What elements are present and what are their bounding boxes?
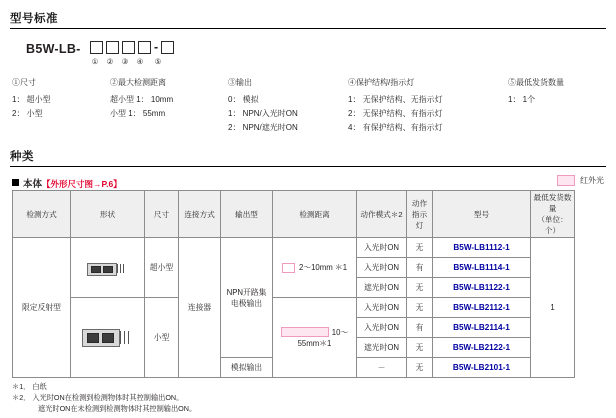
legend-size-row-2: 2： 小型 [12, 109, 43, 118]
infrared-legend [557, 175, 604, 186]
section-divider-1 [10, 28, 606, 29]
model-box-3 [122, 41, 135, 54]
legend-protection-row-3: 4： 有保护结构、有指示灯 [348, 123, 443, 132]
square-bullet-icon [12, 179, 19, 186]
cell-indicator-5: 有 [407, 318, 433, 338]
legend-distance-row-2: 小型 1： 55mm [110, 109, 166, 118]
cell-output-digital: NPN开路集电极输出 [221, 238, 273, 358]
header-shape: 形状 [71, 191, 145, 238]
header-connection: 连接方式 [179, 191, 221, 238]
circle-marker-2: ② [106, 57, 114, 66]
footnote-2: ＊2． 入光时ON在检测到检测物体时其控制输出ON。 [12, 393, 184, 402]
header-min-qty-line2: （单位：个） [537, 215, 568, 235]
cell-model-7: B5W-LB2101-1 [433, 358, 531, 378]
model-code-boxes [90, 41, 174, 54]
model-box-5 [161, 41, 174, 54]
circle-marker-4: ④ [136, 57, 144, 66]
product-spec-table [12, 190, 575, 378]
cell-model-6: B5W-LB2122-1 [433, 338, 531, 358]
legend-output-row-1: 0： 模拟 [228, 95, 259, 104]
cell-indicator-3: 无 [407, 278, 433, 298]
cell-min-qty: 1 [531, 238, 575, 378]
table-row [13, 238, 575, 258]
model-code-circle-markers [89, 57, 167, 66]
legend-col-size [12, 76, 51, 121]
circle-marker-5: ⑤ [154, 57, 162, 66]
section-title-types: 种类 [10, 151, 34, 163]
model-code-legend [0, 76, 616, 132]
header-min-qty-line1: 最低发货数量 [533, 193, 572, 213]
legend-col-min-qty [508, 76, 564, 107]
legend-output-row-2: 1： NPN/入光时ON [228, 109, 298, 118]
table-header-row [13, 191, 575, 238]
cell-model-3: B5W-LB1122-1 [433, 278, 531, 298]
cell-mode-2: 入光时ON [357, 258, 407, 278]
circle-marker-1: ① [91, 57, 99, 66]
header-model: 型号 [433, 191, 531, 238]
cell-shape-mini [71, 298, 145, 378]
cell-shape-small [71, 238, 145, 298]
circle-marker-3: ③ [121, 57, 129, 66]
cell-model-4: B5W-LB2112-1 [433, 298, 531, 318]
header-operation-mode: 动作模式＊2 [357, 191, 407, 238]
distance-small-text: 2～10mm ＊1 [298, 263, 348, 272]
legend-col-max-distance [110, 76, 173, 121]
cell-indicator-1: 无 [407, 238, 433, 258]
header-indicator-line2: 指示灯 [411, 209, 428, 230]
distance-large-text: 10～55mm＊1 [297, 327, 349, 348]
legend-output-row-3: 2： NPN/遮光时ON [228, 123, 298, 132]
sensor-drawing-small [73, 239, 142, 296]
distance-swatch-small-icon [282, 263, 295, 273]
cell-model-5: B5W-LB2114-1 [433, 318, 531, 338]
cell-indicator-7: 无 [407, 358, 433, 378]
legend-size-row-1: 1： 超小型 [12, 95, 51, 104]
cell-distance-small [273, 238, 357, 298]
legend-title-max-distance: ②最大检测距离 [110, 78, 166, 87]
section-divider-2 [10, 166, 606, 167]
cell-connection: 连接器 [179, 238, 221, 378]
cell-indicator-6: 无 [407, 338, 433, 358]
legend-protection-row-1: 1： 无保护结构、无指示灯 [348, 95, 443, 104]
dimensions-link[interactable]: 【外形尺寸图→P.6】 [42, 179, 122, 189]
infrared-swatch-icon [557, 175, 575, 186]
footnote-3: 遮光时ON在未检测到检测物体时其控制输出ON。 [38, 404, 197, 413]
legend-distance-row-1: 超小型 1： 10mm [110, 95, 174, 104]
header-output-type: 输出型 [221, 191, 273, 238]
legend-min-qty-row-1: 1： 1个 [508, 95, 536, 104]
header-indicator [407, 191, 433, 238]
model-box-2 [106, 41, 119, 54]
model-code-dash: - [154, 40, 159, 54]
header-detection-distance: 检测距离 [273, 191, 357, 238]
footnote-1: ＊1． 白纸 [12, 382, 47, 391]
header-indicator-line1: 动作 [411, 198, 428, 208]
header-min-qty [531, 191, 575, 238]
cell-distance-large [273, 298, 357, 378]
cell-size-mini: 小型 [145, 298, 179, 378]
cell-mode-7: － [357, 358, 407, 378]
infrared-legend-label: 红外光 [580, 176, 604, 185]
header-detection-method: 检测方式 [13, 191, 71, 238]
body-label-text: 本体 [23, 179, 43, 190]
body-subsection-label [12, 176, 122, 190]
cell-mode-4: 入光时ON [357, 298, 407, 318]
legend-title-min-qty: ⑤最低发货数量 [508, 78, 564, 87]
cell-indicator-2: 有 [407, 258, 433, 278]
table-row [13, 298, 575, 318]
model-box-4 [138, 41, 151, 54]
cell-mode-1: 入光时ON [357, 238, 407, 258]
sensor-drawing-mini [73, 299, 142, 376]
cell-size-small: 超小型 [145, 238, 179, 298]
legend-title-output: ③输出 [228, 78, 252, 87]
cell-mode-3: 遮光时ON [357, 278, 407, 298]
section-title-model-standard: 型号标准 [10, 13, 58, 25]
header-size: 尺寸 [145, 191, 179, 238]
cell-detection-method: 限定反射型 [13, 238, 71, 378]
cell-model-2: B5W-LB1114-1 [433, 258, 531, 278]
cell-mode-6: 遮光时ON [357, 338, 407, 358]
model-code-prefix: B5W-LB- [26, 42, 81, 56]
cell-mode-5: 入光时ON [357, 318, 407, 338]
cell-output-analog: 模拟输出 [221, 358, 273, 378]
legend-col-output [228, 76, 298, 135]
legend-col-protection [348, 76, 443, 135]
legend-title-protection: ④保护结构/指示灯 [348, 78, 415, 87]
model-box-1 [90, 41, 103, 54]
table-footnotes [12, 381, 196, 414]
distance-swatch-large-icon [281, 327, 329, 337]
cell-model-1: B5W-LB1112-1 [433, 238, 531, 258]
legend-protection-row-2: 2： 无保护结构、有指示灯 [348, 109, 443, 118]
legend-title-size: ①尺寸 [12, 78, 36, 87]
cell-indicator-4: 无 [407, 298, 433, 318]
